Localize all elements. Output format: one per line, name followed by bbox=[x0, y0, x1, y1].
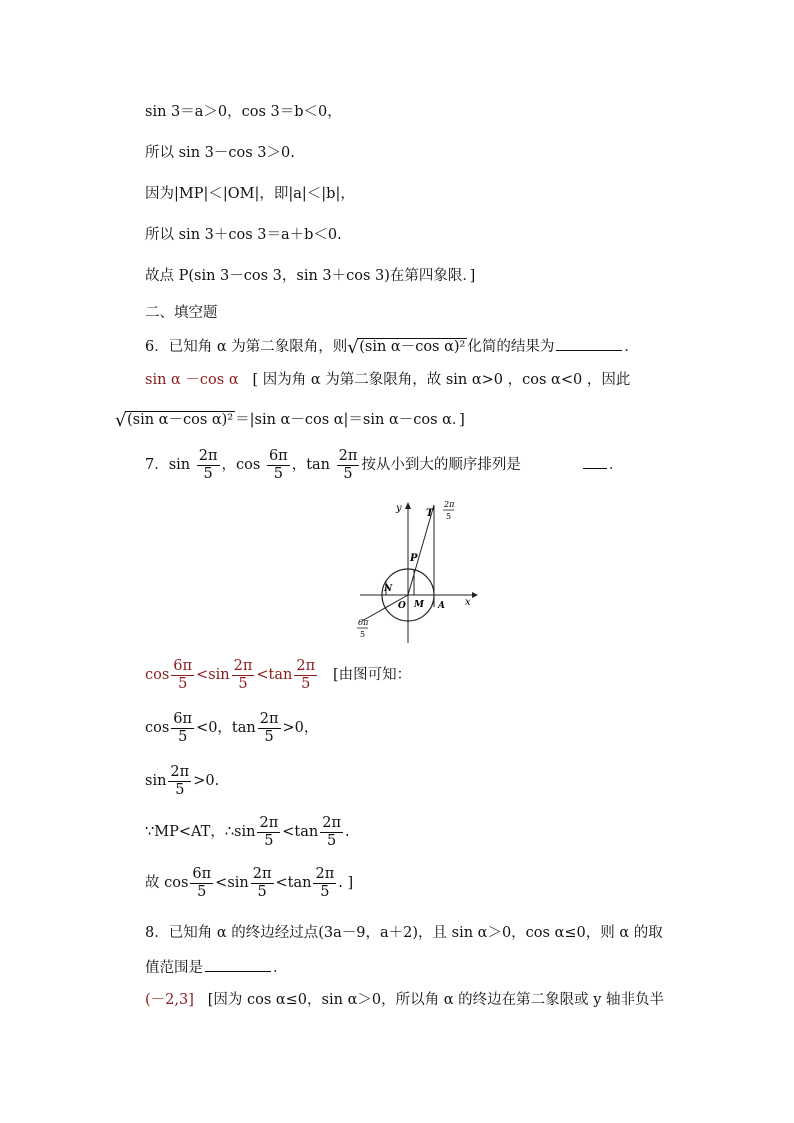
section-heading: 二、填空题 bbox=[145, 305, 218, 321]
frac-den: 5 bbox=[301, 675, 311, 692]
q6-sqrt: √ (sin α－cos α)² bbox=[347, 337, 466, 358]
fraction-2pi-5 bbox=[197, 448, 220, 482]
frac-num: 2π bbox=[259, 815, 279, 831]
q7-answer-blank[interactable] bbox=[583, 454, 607, 469]
q8-end: ． bbox=[273, 960, 288, 976]
q6-prefix: 6．已知角 α 为第二象限角，则 bbox=[145, 339, 348, 355]
answer-7-line-4 bbox=[145, 815, 350, 849]
q7-end: ． bbox=[608, 457, 624, 474]
a7-l5-end: . ] bbox=[338, 875, 354, 892]
frac-num: 2π bbox=[259, 711, 279, 727]
a6-explanation-2: ＝|sin α－cos α|＝sin α－cos α．] bbox=[235, 412, 465, 428]
frac-num: 6π bbox=[192, 866, 212, 882]
question-6 bbox=[145, 336, 639, 356]
question-7 bbox=[145, 448, 623, 482]
q6-answer-blank[interactable] bbox=[556, 336, 622, 351]
q6-explanation: [ 因为角 α 为第二象限角，故 sin α>0 ，cos α<0 ，因此 bbox=[252, 372, 631, 388]
text-line-3: 因为|MP|＜|OM|，即|a|＜|b|， bbox=[145, 186, 355, 202]
answer-6-line-2 bbox=[115, 412, 465, 429]
frac-den: 5 bbox=[343, 465, 353, 482]
q6-end: ． bbox=[624, 339, 639, 355]
q6-suffix: 化简的结果为 bbox=[467, 339, 555, 355]
label-x: x bbox=[465, 597, 471, 608]
text-line-4: 所以 sin 3＋cos 3＝a＋b＜0. bbox=[145, 227, 342, 243]
a7-cos: cos bbox=[145, 667, 170, 684]
label-A: A bbox=[438, 601, 445, 611]
label-O: O bbox=[398, 601, 406, 611]
fraction-2pi-5 bbox=[168, 764, 191, 798]
a7-l5-tan: <tan bbox=[275, 875, 312, 892]
question-8-line-1: 8．已知角 α 的终边经过点(3a－9，a＋2)，且 sin α＞0，cos α≤0，则 α 的取 bbox=[145, 925, 663, 941]
a7-l5-pre: 故 cos bbox=[145, 875, 189, 892]
answer-7-line-5 bbox=[145, 866, 353, 900]
q8-answer-blank[interactable] bbox=[205, 957, 271, 972]
a7-l4-tan: <tan bbox=[282, 824, 319, 841]
frac-den: 5 bbox=[203, 465, 213, 482]
frac-den: 5 bbox=[175, 781, 185, 798]
frac-num: 2π bbox=[252, 866, 272, 882]
q6-radicand: (sin α－cos α)² bbox=[359, 339, 466, 355]
a7-l5-sin: <sin bbox=[215, 875, 249, 892]
fraction-6pi-5 bbox=[171, 658, 194, 692]
fraction-6pi-5 bbox=[190, 866, 213, 900]
q8-answer: (－2,3] bbox=[145, 992, 194, 1008]
a7-sin: <sin bbox=[196, 667, 230, 684]
fraction-2pi-5 bbox=[337, 448, 360, 482]
label-N: N bbox=[384, 584, 393, 594]
unit-circle-figure bbox=[350, 495, 480, 645]
label-P: P bbox=[410, 553, 418, 564]
fraction-2pi-5 bbox=[320, 815, 343, 849]
label-6pi-den: 5 bbox=[360, 630, 366, 639]
frac-den: 5 bbox=[178, 675, 188, 692]
frac-den: 5 bbox=[197, 883, 207, 900]
frac-den: 5 bbox=[320, 883, 330, 900]
answer-6-line-1 bbox=[145, 372, 630, 389]
fraction-2pi-5 bbox=[257, 815, 280, 849]
q7-cos: ，cos bbox=[221, 457, 261, 474]
frac-num: 2π bbox=[233, 658, 253, 674]
a7-l2-mid: <0，tan bbox=[196, 720, 256, 737]
fraction-2pi-5 bbox=[232, 658, 255, 692]
a7-tan: <tan bbox=[256, 667, 293, 684]
a7-note: [由图可知： bbox=[332, 667, 412, 684]
frac-num: 2π bbox=[338, 448, 358, 464]
q8-explanation: [因为 cos α≤0，sin α＞0，所以角 α 的终边在第二象限或 y 轴非负半 bbox=[207, 992, 664, 1008]
label-2pi-num: 2π bbox=[444, 500, 455, 509]
frac-num: 6π bbox=[173, 711, 193, 727]
a6-sqrt: √ (sin α－cos α)² bbox=[115, 410, 234, 431]
fraction-6pi-5 bbox=[171, 711, 194, 745]
label-T: T bbox=[426, 508, 434, 519]
frac-den: 5 bbox=[238, 675, 248, 692]
frac-num: 6π bbox=[268, 448, 288, 464]
frac-num: 2π bbox=[322, 815, 341, 831]
fraction-6pi-5 bbox=[267, 448, 290, 482]
label-6pi-num: 6π bbox=[358, 618, 369, 627]
fraction-2pi-5 bbox=[294, 658, 317, 692]
frac-num: 2π bbox=[198, 448, 218, 464]
fraction-2pi-5 bbox=[258, 711, 281, 745]
fraction-2pi-5 bbox=[251, 866, 274, 900]
answer-8 bbox=[145, 992, 664, 1009]
frac-num: 6π bbox=[173, 658, 193, 674]
frac-den: 5 bbox=[257, 883, 267, 900]
q7-suffix: 按从小到大的顺序排列是 bbox=[361, 457, 521, 474]
frac-den: 5 bbox=[264, 832, 274, 849]
question-8-line-2 bbox=[145, 957, 288, 977]
text-line-2: 所以 sin 3－cos 3＞0. bbox=[145, 145, 295, 161]
label-y: y bbox=[396, 503, 402, 514]
q8-prefix: 值范围是 bbox=[145, 960, 203, 976]
a7-l3-sin: sin bbox=[145, 773, 167, 790]
a7-l4-end: . bbox=[344, 824, 350, 841]
q7-tan: ，tan bbox=[291, 457, 331, 474]
frac-den: 5 bbox=[273, 465, 283, 482]
frac-num: 2π bbox=[170, 764, 190, 780]
frac-den: 5 bbox=[326, 832, 337, 849]
answer-7-line-2 bbox=[145, 711, 318, 745]
frac-den: 5 bbox=[264, 728, 274, 745]
answer-7-line-3 bbox=[145, 764, 219, 798]
a7-l3-end: >0. bbox=[193, 773, 220, 790]
a7-l2-end: >0， bbox=[282, 720, 319, 737]
frac-num: 2π bbox=[296, 658, 316, 674]
a6-radicand: (sin α－cos α)² bbox=[127, 412, 234, 428]
a7-l4-pre: ∵MP<AT，∴sin bbox=[145, 824, 256, 841]
answer-7-line-1 bbox=[145, 658, 411, 692]
frac-den: 5 bbox=[178, 728, 188, 745]
frac-num: 2π bbox=[315, 866, 335, 882]
a7-l2-cos: cos bbox=[145, 720, 170, 737]
text-line-5: 故点 P(sin 3－cos 3，sin 3＋cos 3)在第四象限．] bbox=[145, 268, 476, 284]
text-line-1: sin 3＝a＞0，cos 3＝b＜0， bbox=[145, 104, 342, 120]
label-M: M bbox=[414, 600, 424, 610]
q7-prefix: 7．sin bbox=[145, 457, 191, 474]
fraction-2pi-5 bbox=[313, 866, 336, 900]
q6-answer: sin α －cos α bbox=[145, 372, 239, 388]
label-2pi-den: 5 bbox=[446, 512, 452, 521]
